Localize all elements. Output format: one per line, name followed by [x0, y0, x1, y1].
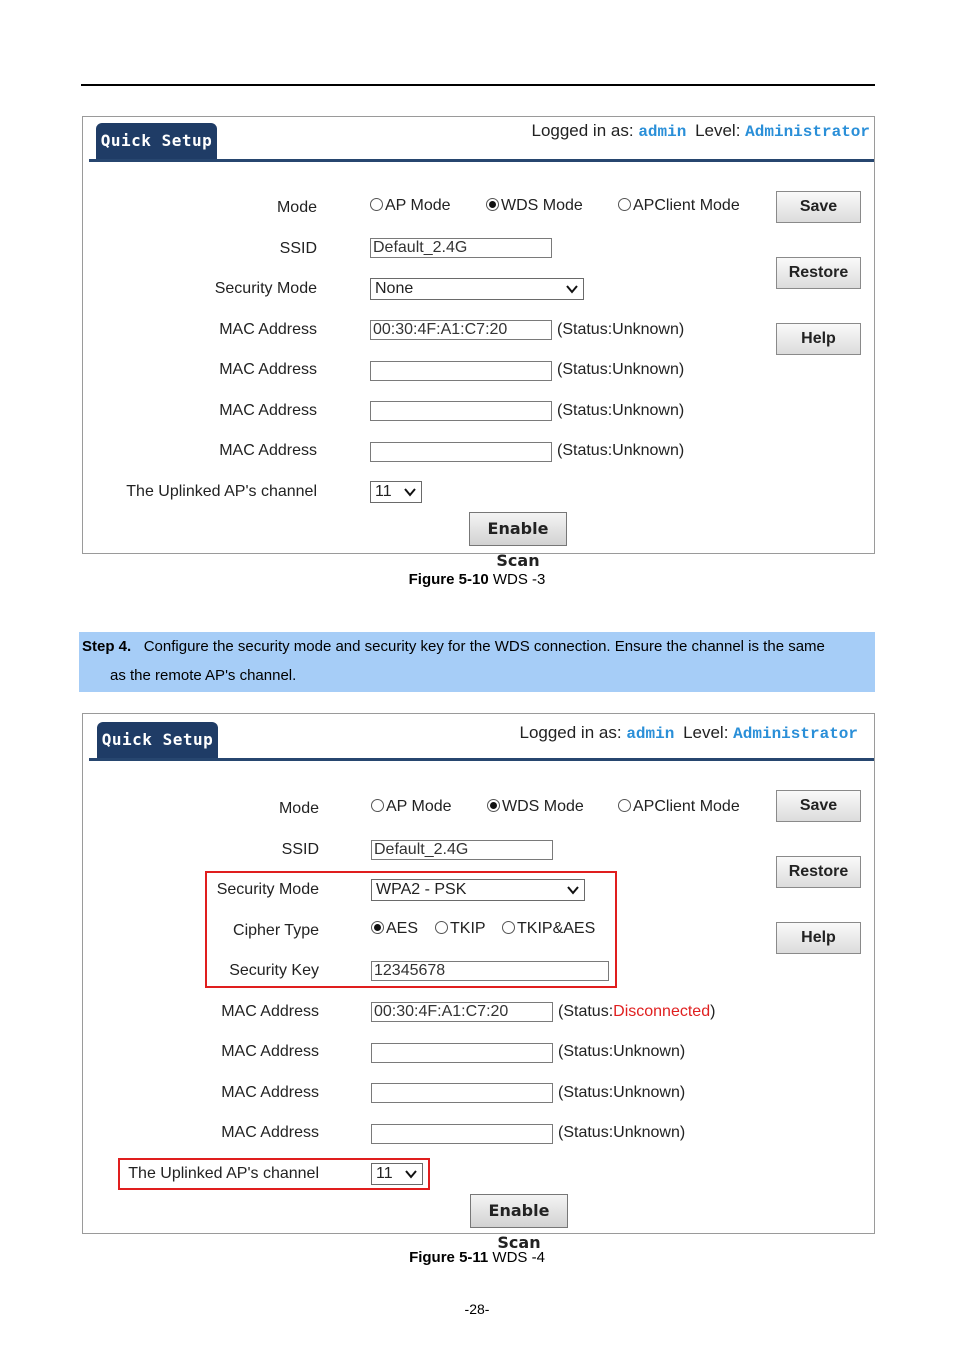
radio-selected-icon — [487, 799, 500, 812]
security-key-label: Security Key — [229, 962, 319, 979]
save-button[interactable]: Save — [776, 790, 861, 822]
mac-address-label: MAC Address — [221, 1124, 319, 1141]
mac-address-label: MAC Address — [219, 442, 317, 459]
step-label: Step 4. — [82, 638, 132, 655]
mac-address-label: MAC Address — [221, 1084, 319, 1101]
help-button[interactable]: Help — [776, 323, 861, 355]
mac-status: (Status:Unknown) — [557, 321, 685, 338]
login-user: admin — [638, 123, 687, 141]
radio-apclient-mode[interactable]: APClient Mode — [618, 197, 740, 215]
quick-setup-tab[interactable]: Quick Setup — [96, 123, 217, 159]
mode-label: Mode — [278, 800, 319, 817]
level-value: Administrator — [733, 725, 858, 743]
mac-address-input[interactable] — [370, 401, 552, 421]
radio-wds-mode[interactable]: WDS Mode — [487, 798, 584, 816]
radio-selected-icon — [486, 198, 499, 211]
restore-button[interactable]: Restore — [776, 856, 861, 888]
figure-caption-2: Figure 5-11 WDS -4 — [409, 1249, 545, 1266]
security-mode-select[interactable]: None — [370, 278, 584, 300]
channel-select[interactable]: 11 — [371, 1163, 423, 1185]
login-prefix: Logged in as: — [531, 121, 634, 140]
cipher-type-label: Cipher Type — [233, 922, 319, 939]
security-mode-select[interactable]: WPA2 - PSK — [371, 879, 585, 901]
security-settings-highlight — [205, 871, 617, 988]
channel-select[interactable]: 11 — [370, 481, 422, 503]
restore-button[interactable]: Restore — [776, 257, 861, 289]
page-number: -28- — [464, 1301, 490, 1317]
ssid-label: SSID — [279, 240, 317, 257]
mac-status: (Status:Unknown) — [557, 442, 685, 459]
help-button[interactable]: Help — [776, 922, 861, 954]
login-prefix: Logged in as: — [519, 723, 622, 742]
status-disconnected: Disconnected — [613, 1003, 711, 1020]
mac-address-input[interactable] — [371, 1083, 553, 1103]
radio-icon — [618, 198, 631, 211]
step-text-line2: as the remote AP's channel. — [110, 667, 297, 684]
quick-setup-tab[interactable]: Quick Setup — [97, 722, 218, 758]
mac-address-label: MAC Address — [221, 1003, 319, 1020]
mac-status: (Status:Unknown) — [557, 402, 685, 419]
chevron-down-icon — [565, 282, 579, 296]
mac-status: (Status:Unknown) — [558, 1043, 686, 1060]
panel-header — [89, 117, 874, 162]
radio-ap-mode[interactable]: AP Mode — [371, 798, 452, 816]
enable-scan-button[interactable]: Enable Scan — [470, 1194, 568, 1228]
ssid-input[interactable]: Default_2.4G — [370, 238, 552, 258]
login-info — [531, 121, 870, 141]
radio-wds-mode[interactable]: WDS Mode — [486, 197, 583, 215]
radio-icon — [618, 799, 631, 812]
ssid-input[interactable]: Default_2.4G — [371, 840, 553, 860]
radio-ap-mode[interactable]: AP Mode — [370, 197, 451, 215]
ssid-label: SSID — [281, 841, 319, 858]
radio-cipher-aes[interactable]: AES — [371, 920, 418, 938]
security-key-input[interactable]: 12345678 — [371, 961, 609, 981]
security-mode-label: Security Mode — [216, 881, 319, 898]
level-prefix: Level: — [683, 723, 729, 742]
channel-highlight — [118, 1158, 430, 1190]
mac-address-input[interactable] — [370, 442, 552, 462]
security-mode-label: Security Mode — [214, 280, 317, 297]
mac-address-label: MAC Address — [219, 361, 317, 378]
figure-caption-1: Figure 5-10 WDS -3 — [408, 571, 546, 588]
quick-setup-panel-1 — [82, 116, 875, 570]
save-button[interactable]: Save — [776, 191, 861, 223]
chevron-down-icon — [403, 485, 417, 499]
panel-header — [89, 714, 874, 761]
uplinked-channel-label: The Uplinked AP's channel — [128, 1165, 319, 1182]
mac-address-input[interactable]: 00:30:4F:A1:C7:20 — [370, 320, 552, 340]
radio-apclient-mode[interactable]: APClient Mode — [618, 798, 740, 816]
mac-address-label: MAC Address — [219, 402, 317, 419]
radio-cipher-tkip[interactable]: TKIP — [435, 920, 486, 938]
radio-cipher-tkip-aes[interactable]: TKIP&AES — [502, 920, 595, 938]
mac-status: (Status:Disconnected) — [558, 1003, 716, 1020]
step-text-line1: Configure the security mode and security key for the WDS connection. Ensure the channel is the same — [143, 638, 825, 655]
mac-address-label: MAC Address — [221, 1043, 319, 1060]
login-user: admin — [626, 725, 675, 743]
mac-address-label: MAC Address — [219, 321, 317, 338]
radio-icon — [370, 198, 383, 211]
mac-status: (Status:Unknown) — [558, 1084, 686, 1101]
mac-address-input[interactable] — [370, 361, 552, 381]
mac-address-input[interactable]: 00:30:4F:A1:C7:20 — [371, 1002, 553, 1022]
level-prefix: Level: — [695, 121, 741, 140]
enable-scan-button[interactable]: Enable Scan — [469, 512, 567, 546]
level-value: Administrator — [745, 123, 870, 141]
mac-status: (Status:Unknown) — [557, 361, 685, 378]
mode-label: Mode — [276, 199, 317, 216]
header-rule — [81, 84, 875, 86]
mac-status: (Status:Unknown) — [558, 1124, 686, 1141]
mac-address-input[interactable] — [371, 1124, 553, 1144]
mac-address-input[interactable] — [371, 1043, 553, 1063]
quick-setup-panel-2 — [82, 713, 875, 1252]
step-instruction — [79, 632, 875, 692]
uplinked-channel-label: The Uplinked AP's channel — [126, 483, 317, 500]
radio-icon — [371, 799, 384, 812]
login-info — [519, 723, 858, 743]
